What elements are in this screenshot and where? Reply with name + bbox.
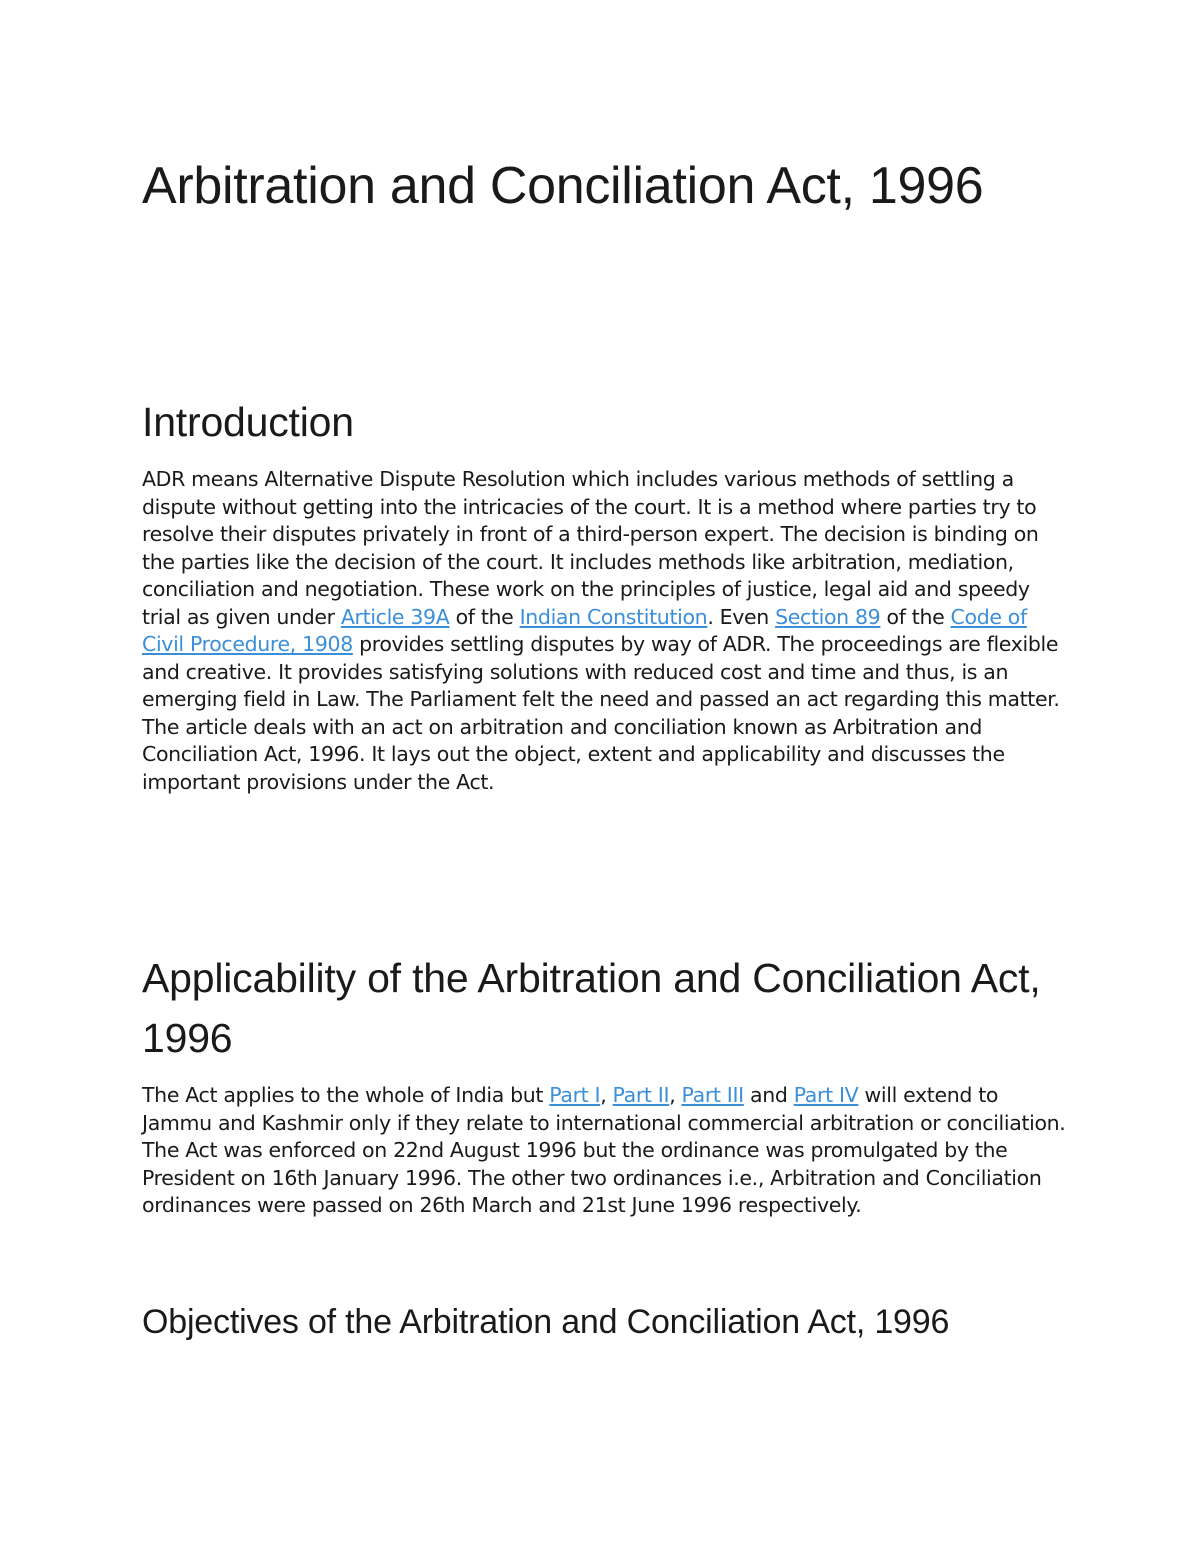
link-part-iii[interactable]: Part III	[681, 1083, 744, 1107]
link-part-i[interactable]: Part I	[549, 1083, 601, 1107]
intro-text-3: . Even	[707, 604, 776, 629]
intro-text-2: of the	[449, 604, 520, 629]
applicability-text-5: will extend to Jammu and Kashmir only if they relate to international commercial arbitration or conciliation. The Act was enforced on 22nd August 1996 but the ordinance was promulgated by the President on 16th January 1996. The other two ordinances i.e., Arbitration and Conciliation ordinances were passed on 26th March and 21st June 1996 respectively.	[142, 1083, 1066, 1217]
link-article-39a[interactable]: Article 39A	[340, 604, 450, 629]
applicability-paragraph	[142, 1082, 1072, 1220]
intro-text-1: ADR means Alternative Dispute Resolution which includes various methods of settling a dispute without getting into the intricacies of the court. It is a method where parties try to resolve their disputes privately in front of a third-person expert. The decision is binding on the parties like the decision of the court. It includes methods like arbitration, mediation, conciliation and negotiation. These work on the principles of justice, legal aid and speedy trial as given under	[142, 467, 1039, 629]
introduction-paragraph	[142, 466, 1072, 796]
link-part-iv[interactable]: Part IV	[793, 1083, 859, 1107]
link-section-89[interactable]: Section 89	[775, 604, 881, 629]
applicability-text-3: ,	[669, 1083, 682, 1107]
intro-text-5: provides settling disputes by way of ADR. The proceedings are flexible and creative. It provides satisfying solutions with reduced cost and time and thus, is an emerging field in Law. The Parliament felt the need and passed an act regarding this matter. The article deals with an act on arbitration and conciliation known as Arbitration and Conciliation Act, 1996. It lays out the object, extent and applicability and discusses the important provisions under the Act.	[142, 632, 1060, 794]
applicability-text-1: The Act applies to the whole of India but	[142, 1083, 550, 1107]
link-code-of-civil-procedure[interactable]: Code of Civil Procedure, 1908	[142, 604, 1027, 656]
intro-text-4: of the	[880, 604, 951, 629]
link-indian-constitution[interactable]: Indian Constitution	[519, 604, 708, 629]
applicability-text-4: and	[743, 1083, 794, 1107]
introduction-heading: Introduction	[142, 399, 354, 445]
document-title: Arbitration and Conciliation Act, 1996	[142, 157, 984, 215]
applicability-text-2: ,	[600, 1083, 613, 1107]
applicability-heading: Applicability of the Arbitration and Conciliation Act, 1996	[142, 955, 1041, 1061]
link-part-ii[interactable]: Part II	[612, 1083, 670, 1107]
objectives-heading: Objectives of the Arbitration and Conciliation Act, 1996	[142, 1303, 950, 1341]
